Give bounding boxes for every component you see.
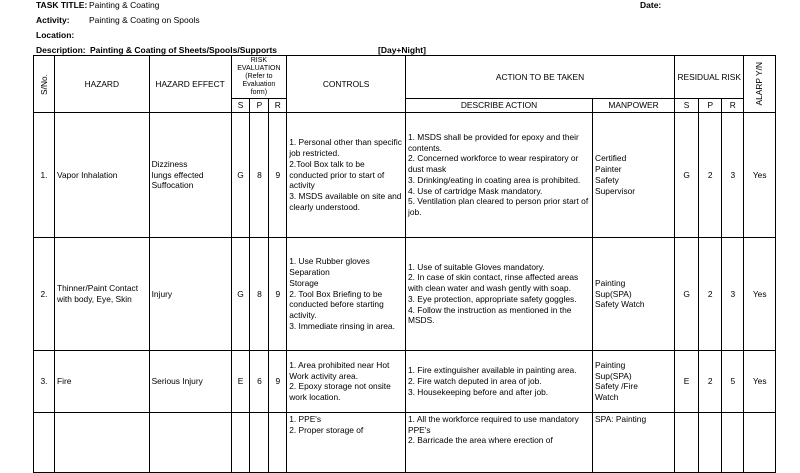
cell-controls-line: 3. Immediate rinsing in area. bbox=[289, 320, 395, 331]
cell-describe-action-line: 3. Eye protection, appropriate safety goggles. bbox=[407, 293, 577, 304]
cell-alarp bbox=[744, 412, 776, 472]
cell-manpower-line: Painting bbox=[595, 359, 626, 370]
cell-describe-action-line: 1. Fire extinguisher available in painting area. bbox=[407, 365, 577, 376]
col-hazard-effect: HAZARD EFFECT bbox=[149, 56, 231, 113]
col-residual-r: R bbox=[722, 99, 744, 113]
col-action: ACTION TO BE TAKEN bbox=[405, 56, 674, 99]
location-label: Location: bbox=[36, 30, 75, 40]
cell-alarp: Yes bbox=[744, 237, 776, 350]
cell-s: G bbox=[231, 112, 250, 237]
cell-controls-line: Storage bbox=[289, 277, 319, 288]
cell-describe-action-line: 2. In case of skin contact, rinse affected areas with clean water and wash gently with soap. bbox=[407, 272, 579, 294]
cell-residual-r bbox=[722, 412, 744, 472]
cell-residual-s: E bbox=[675, 350, 699, 412]
col-controls: CONTROLS bbox=[287, 56, 406, 113]
col-residual-risk: RESIDUAL RISK bbox=[675, 56, 744, 99]
cell-residual-p bbox=[699, 412, 722, 472]
col-s: S bbox=[231, 99, 250, 113]
cell-residual-s: G bbox=[675, 112, 699, 237]
cell-manpower bbox=[593, 350, 675, 412]
cell-hazard-effect-line: Injury bbox=[151, 288, 173, 299]
risk-assessment-table bbox=[33, 55, 776, 473]
col-residual-p: P bbox=[699, 99, 722, 113]
cell-controls-line: 1. Use Rubber gloves bbox=[289, 256, 370, 267]
activity-label: Activity: bbox=[36, 15, 70, 25]
cell-controls-line: 2.Tool Box talk to be conducted prior to start of activity bbox=[289, 158, 385, 191]
task-title-label: TASK TITLE: bbox=[36, 0, 88, 10]
cell-describe-action-line: 1. MSDS shall be provided for epoxy and their contents. bbox=[407, 131, 579, 153]
cell-manpower-line: Painting bbox=[595, 277, 626, 288]
cell-sno bbox=[34, 412, 55, 472]
cell-describe-action-line: 2. Fire watch deputed in area of job. bbox=[407, 376, 542, 387]
cell-manpower-line: Sup(SPA) bbox=[595, 370, 632, 381]
cell-describe-action bbox=[405, 112, 592, 237]
cell-alarp: Yes bbox=[744, 112, 776, 237]
cell-r bbox=[269, 412, 287, 472]
cell-manpower-line: Supervisor bbox=[595, 185, 636, 196]
cell-p bbox=[250, 412, 269, 472]
col-hazard: HAZARD bbox=[55, 56, 150, 113]
description-label: Description: bbox=[36, 45, 86, 55]
cell-r: 9 bbox=[269, 237, 287, 350]
cell-controls-line: 1. Area prohibited near Hot Work activity area. bbox=[289, 359, 390, 381]
cell-residual-s bbox=[675, 412, 699, 472]
cell-sno: 1. bbox=[34, 112, 55, 237]
cell-hazard: Vapor Inhalation bbox=[55, 112, 150, 237]
cell-controls bbox=[287, 412, 406, 472]
shift-label: [Day+Night] bbox=[378, 45, 426, 55]
table-row bbox=[34, 350, 776, 412]
cell-hazard-effect-line: Dizziness bbox=[151, 158, 188, 169]
cell-r: 9 bbox=[269, 350, 287, 412]
cell-controls-line: 1. Personal other than specific job restricted. bbox=[289, 137, 402, 159]
cell-controls bbox=[287, 112, 406, 237]
cell-describe-action-line: 4. Use of cartridge Mask mandatory. bbox=[407, 185, 543, 196]
cell-p: 8 bbox=[250, 237, 269, 350]
cell-describe-action-line: 1. All the workforce required to use mandatory PPE's bbox=[407, 413, 579, 435]
cell-hazard-effect bbox=[149, 350, 231, 412]
cell-describe-action-line: 3. Drinking/eating in coating area is prohibited. bbox=[407, 174, 581, 185]
cell-hazard: Fire bbox=[55, 350, 150, 412]
cell-hazard-effect bbox=[149, 237, 231, 350]
cell-describe-action-line: 2. Barricade the area where erection of bbox=[407, 435, 553, 446]
cell-manpower-line: Safety bbox=[595, 174, 619, 185]
activity-value: Painting & Coating on Spools bbox=[89, 15, 200, 25]
cell-manpower bbox=[593, 412, 675, 472]
cell-controls-line: Separation bbox=[289, 267, 330, 278]
cell-manpower-line: Sup(SPA) bbox=[595, 288, 632, 299]
cell-hazard: Thinner/Paint Contact with body, Eye, Skin bbox=[55, 237, 150, 350]
cell-describe-action-line: 3. Housekeeping before and after job. bbox=[407, 386, 549, 397]
cell-controls bbox=[287, 350, 406, 412]
cell-s: G bbox=[231, 237, 250, 350]
cell-residual-s: G bbox=[675, 237, 699, 350]
cell-manpower bbox=[593, 237, 675, 350]
cell-residual-r: 3 bbox=[722, 237, 744, 350]
cell-controls bbox=[287, 237, 406, 350]
cell-controls-line: 2. Proper storage of bbox=[289, 424, 364, 435]
cell-residual-r: 5 bbox=[722, 350, 744, 412]
cell-manpower-line: Certified bbox=[595, 153, 627, 164]
cell-hazard-effect-line: Serious Injury bbox=[151, 376, 203, 387]
cell-controls-line: 2. Epoxy storage not onsite work location. bbox=[289, 381, 391, 403]
col-sno: S/No. bbox=[34, 56, 55, 113]
cell-controls-line: 3. MSDS available on site and clearly understood. bbox=[289, 191, 402, 212]
cell-describe-action bbox=[405, 237, 592, 350]
table-row bbox=[34, 412, 776, 472]
cell-p: 6 bbox=[250, 350, 269, 412]
cell-manpower-line: Watch bbox=[595, 392, 619, 403]
cell-s bbox=[231, 412, 250, 472]
cell-hazard bbox=[55, 412, 150, 472]
cell-manpower-line: SPA: Painting bbox=[595, 413, 647, 424]
description-value: Painting & Coating of Sheets/Spools/Supports bbox=[90, 45, 278, 55]
cell-controls-line: 1. PPE's bbox=[289, 413, 322, 424]
cell-hazard-effect-line: lungs effected bbox=[151, 169, 204, 180]
col-describe-action: DESCRIBE ACTION bbox=[405, 99, 592, 113]
table-row bbox=[34, 112, 776, 237]
cell-describe-action-line: 5. Ventilation plan cleared to person prior start of job. bbox=[407, 196, 589, 218]
task-title-value: Painting & Coating bbox=[89, 0, 160, 10]
cell-residual-r: 3 bbox=[722, 112, 744, 237]
col-p: P bbox=[250, 99, 269, 113]
cell-manpower-line: Safety Watch bbox=[595, 299, 645, 310]
cell-hazard-effect-line: Suffocation bbox=[151, 180, 194, 191]
cell-manpower-line: Painter bbox=[595, 164, 622, 175]
cell-describe-action bbox=[405, 412, 592, 472]
cell-sno: 2. bbox=[34, 237, 55, 350]
cell-describe-action-line: 2. Concerned workforce to wear respiratory or dust mask bbox=[407, 153, 579, 175]
cell-sno: 3. bbox=[34, 350, 55, 412]
cell-hazard-effect bbox=[149, 412, 231, 472]
col-manpower: MANPOWER bbox=[593, 99, 675, 113]
cell-hazard-effect bbox=[149, 112, 231, 237]
cell-manpower bbox=[593, 112, 675, 237]
cell-residual-p: 2 bbox=[699, 112, 722, 237]
cell-alarp: Yes bbox=[744, 350, 776, 412]
cell-p: 8 bbox=[250, 112, 269, 237]
cell-describe-action-line: 4. Follow the instruction as mentioned in the MSDS. bbox=[407, 304, 572, 326]
cell-controls-line: 2. Tool Box Briefing to be conducted before starting activity. bbox=[289, 288, 384, 321]
cell-residual-p: 2 bbox=[699, 237, 722, 350]
cell-r: 9 bbox=[269, 112, 287, 237]
col-residual-s: S bbox=[675, 99, 699, 113]
cell-manpower-line: Safety /Fire bbox=[595, 381, 638, 392]
cell-s: E bbox=[231, 350, 250, 412]
cell-residual-p: 2 bbox=[699, 350, 722, 412]
table-row bbox=[34, 237, 776, 350]
col-alarp: ALARP Y/N bbox=[744, 56, 776, 113]
col-risk-evaluation: RISK EVALUATION (Refer to Evaluation form) bbox=[231, 56, 287, 99]
col-r: R bbox=[269, 99, 287, 113]
date-label: Date: bbox=[640, 0, 662, 10]
cell-describe-action bbox=[405, 350, 592, 412]
cell-describe-action-line: 1. Use of suitable Gloves mandatory. bbox=[407, 261, 545, 272]
